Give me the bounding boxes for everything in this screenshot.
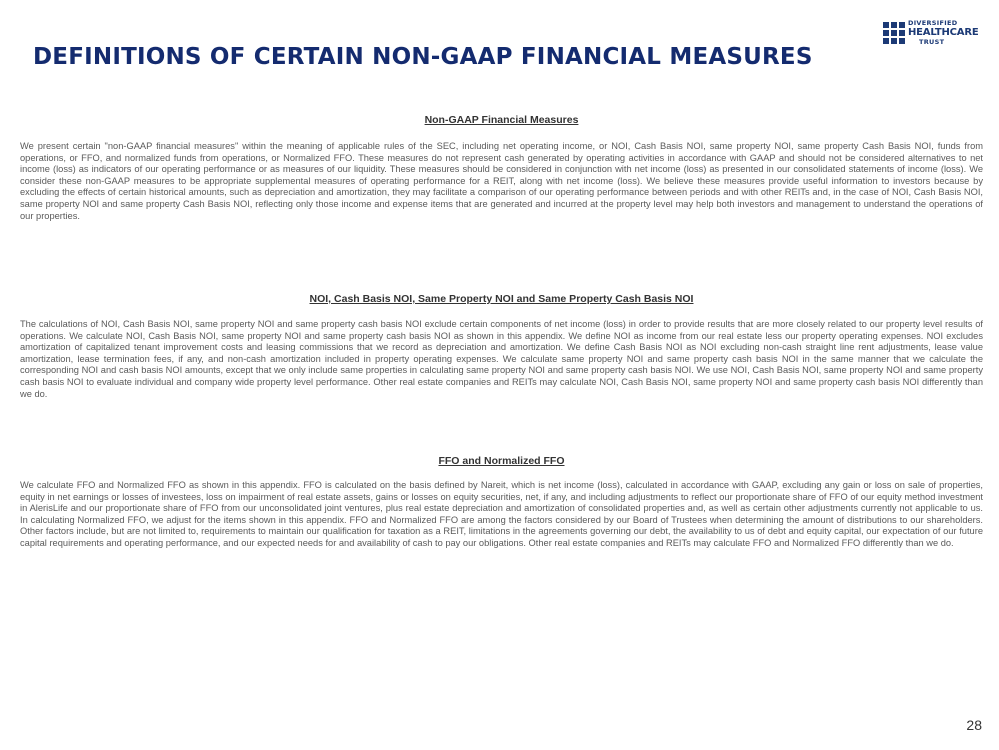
section-heading: FFO and Normalized FFO (438, 455, 565, 467)
logo-line-3: TRUST (919, 37, 945, 46)
section-heading: Non-GAAP Financial Measures (424, 114, 579, 126)
section-body: We present certain "non-GAAP financial measures" within the meaning of applicable rules of the SEC, including net operating income, or NOI, Cash Basis NOI, same property NOI, same property Cash Basis NOI, funds from operations, or FFO, and normalized funds from operations, or Normalized FFO. These measures do not represent cash generated by operating activities in accordance with GAAP and should not be considered alternatives to net income (loss) as indicators of our operating performance or as measures of our liquidity. These measures should be considered in conjunction with net income (loss) as presented in our consolidated statements of income (loss). We consider these non-GAAP measures to be appropriate supplemental measures of operating performance for a REIT, along with net income (loss). We believe these measures provide useful information to investors because by excluding the effects of certain historical amounts, such as depreciation and amortization, they may facilitate a comparison of our operating performance between periods and with other REITs and, in the case of NOI, Cash Basis NOI, same property NOI and same property Cash Basis NOI, reflecting only those income and expense items that are generated and incurred at the property level may help both investors and management to understand the operations of our properties. (20, 141, 983, 221)
section-non-gaap-measures (20, 114, 983, 222)
page-number: 28 (966, 717, 982, 733)
logo-line-2: HEALTHCARE (908, 26, 979, 38)
company-logo (883, 20, 983, 46)
logo-wordmark (908, 20, 978, 45)
section-body: We calculate FFO and Normalized FFO as shown in this appendix. FFO is calculated on the basis defined by Nareit, which is net income (loss), calculated in accordance with GAAP, excluding any gain or loss on sale of properties, equity in net earnings or losses of investees, loss on impairment of real estate assets, gains or losses on equity securities, net, if any, and including adjustments to reflect our proportionate share of FFO of our equity method investment in AlerisLife and our proportionate share of FFO from our unconsolidated joint ventures, plus real estate depreciation and amortization of consolidated properties and, as well as certain other adjustments currently not applicable to us. In calculating Normalized FFO, we adjust for the items shown in this appendix. FFO and Normalized FFO are among the factors considered by our Board of Trustees when determining the amount of distributions to our shareholders. Other factors include, but are not limited to, requirements to maintain our qualification for taxation as a REIT, limitations in the agreements governing our debt, the availability to us of debt and equity capital, our expectation of our future capital requirements and operating performance, and our expected needs for and availability of cash to pay our obligations. Other real estate companies and REITs may calculate FFO and Normalized FFO differently than we do. (20, 480, 983, 548)
section-noi-definitions (20, 293, 983, 400)
page-title: DEFINITIONS OF CERTAIN NON-GAAP FINANCIAL MEASURES (33, 44, 813, 70)
logo-grid-icon (883, 22, 905, 44)
section-ffo-definitions (20, 455, 983, 550)
logo-line-1: DIVERSIFIED (908, 19, 958, 27)
section-heading: NOI, Cash Basis NOI, Same Property NOI and Same Property Cash Basis NOI (309, 293, 694, 305)
section-body: The calculations of NOI, Cash Basis NOI, same property NOI and same property cash basis NOI exclude certain components of net income (loss) in order to provide results that are more closely related to our property level results of operations. We calculate NOI, Cash Basis NOI, same property NOI and same property cash basis NOI as shown in this appendix. We define NOI as income from our real estate less our property operating expenses. NOI excludes amortization of capitalized tenant improvement costs and leasing commissions that we record as depreciation and amortization. We define Cash Basis NOI as NOI excluding non-cash straight line rent adjustments, lease value amortization, lease termination fees, if any, and non-cash amortization included in property operating expenses. We calculate same property NOI and same property cash basis NOI in the same manner that we calculate the corresponding NOI and cash basis NOI amounts, except that we only include same properties in calculating same property NOI and same property cash basis NOI. We use NOI, Cash Basis NOI, same property NOI and same property cash basis NOI to evaluate individual and company wide property level performance. Other real estate companies and REITs may calculate NOI, Cash Basis NOI, same property NOI and same property cash basis NOI differently than we do. (20, 319, 983, 399)
